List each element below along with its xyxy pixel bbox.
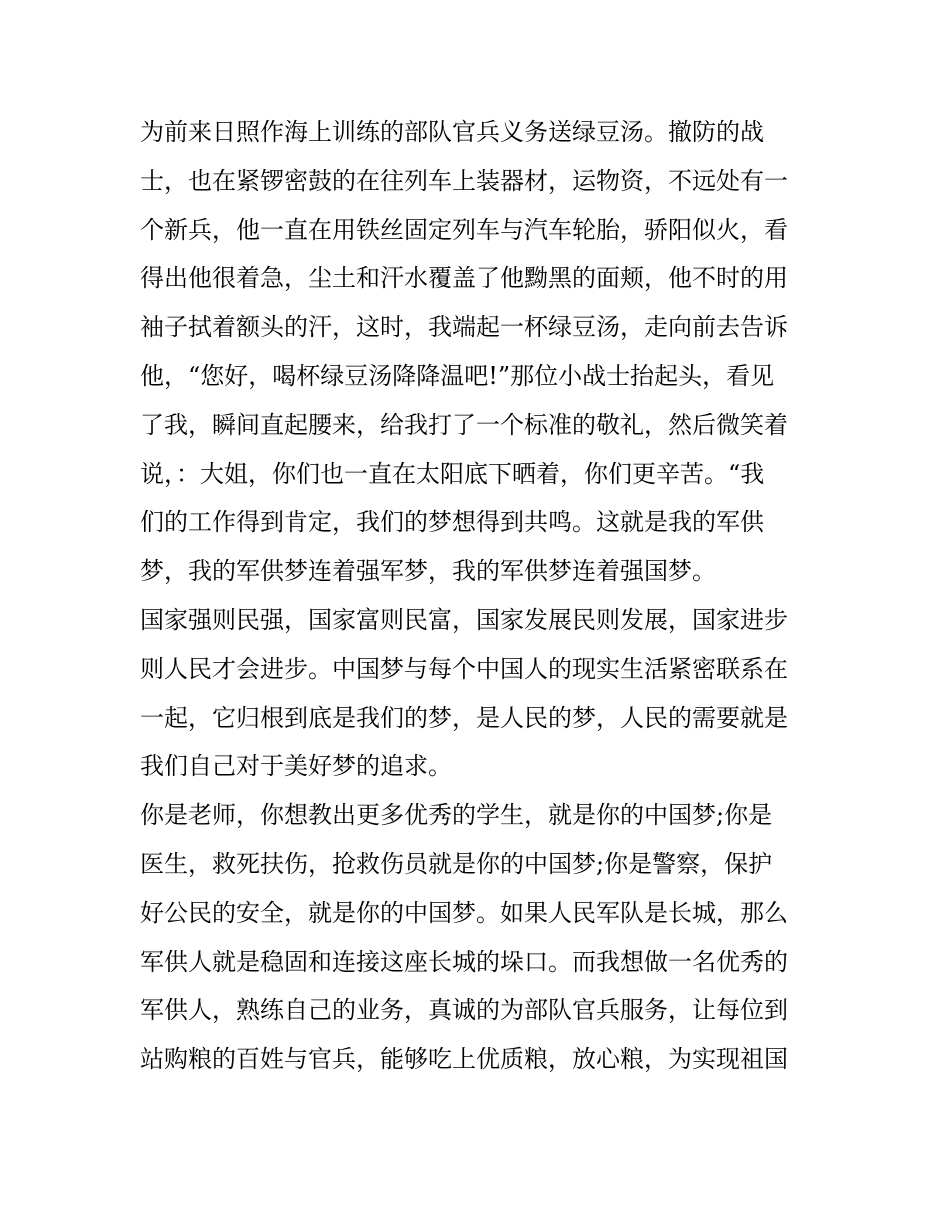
body-text (140, 108, 820, 1084)
text-line-5: 袖子拭着额头的汗，这时，我端起一杯绿豆汤，走向前去告诉 (140, 313, 788, 342)
text-line-17: 好公民的安全，就是你的中国梦。如果人民军队是长城，那么 (140, 898, 788, 927)
text-line-2: 士，也在紧锣密鼓的在往列车上装器材，运物资，不远处有一 (140, 166, 788, 195)
text-line-13: 一起，它归根到底是我们的梦，是人民的梦，人民的需要就是 (140, 703, 788, 732)
text-line-12: 则人民才会进步。中国梦与每个中国人的现实生活紧密联系在 (140, 654, 788, 683)
text-line-4: 得出他很着急，尘土和汗水覆盖了他黝黑的面颊，他不时的用 (140, 264, 788, 293)
text-line-18: 军供人就是稳固和连接这座长城的垛口。而我想做一名优秀的 (140, 947, 788, 976)
text-line-6: 他，“您好，喝杯绿豆汤降降温吧!”那位小战士抬起头，看见 (140, 361, 775, 390)
text-line-9: 们的工作得到肯定，我们的梦想得到共鸣。这就是我的军供 (140, 508, 764, 537)
text-line-8: 说，：大姐，你们也一直在太阳底下晒着，你们更辛苦。“我 (140, 459, 765, 488)
text-line-11: 国家强则民强，国家富则民富，国家发展民则发展，国家进步 (140, 605, 788, 634)
text-line-1: 为前来日照作海上训练的部队官兵义务送绿豆汤。撤防的战 (140, 118, 764, 146)
text-line-19: 军供人，熟练自己的业务，真诚的为部队官兵服务，让每位到 (140, 996, 788, 1025)
text-line-7: 了我，瞬间直起腰来，给我打了一个标准的敬礼，然后微笑着 (140, 410, 788, 439)
text-line-16: 医生，救死扶伤，抢救伤员就是你的中国梦;你是警察，保护 (140, 849, 773, 878)
text-line-10: 梦，我的军供梦连着强军梦，我的军供梦连着强国梦。 (140, 557, 716, 586)
text-line-3: 个新兵，他一直在用铁丝固定列车与汽车轮胎，骄阳似火，看 (140, 215, 788, 244)
text-line-15: 你是老师，你想教出更多优秀的学生，就是你的中国梦;你是 (140, 801, 773, 830)
text-line-20: 站购粮的百姓与官兵，能够吃上优质粮，放心粮，为实现祖国 (140, 1045, 788, 1074)
text-line-14: 我们自己对于美好梦的追求。 (140, 752, 452, 781)
